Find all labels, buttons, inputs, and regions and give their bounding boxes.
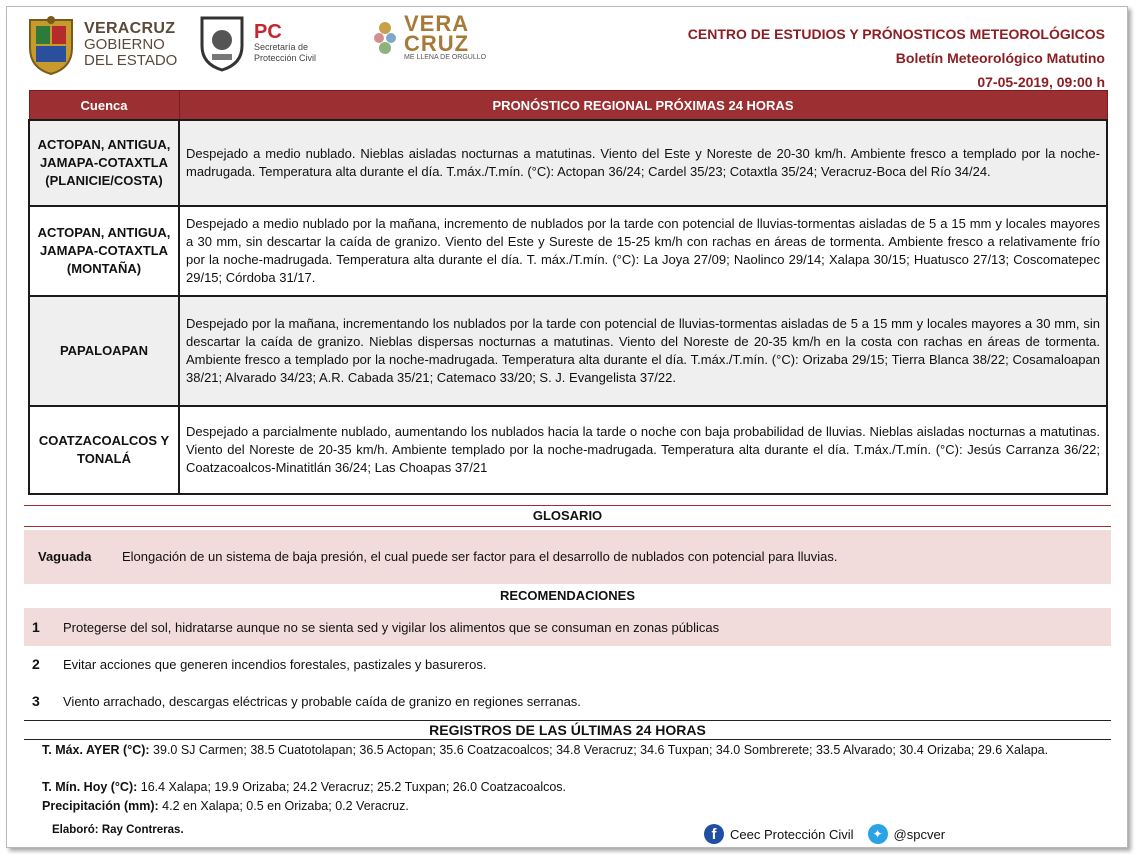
table-row	[29, 406, 1107, 494]
veracruz-orgullo-logo	[372, 11, 487, 61]
glossary-title: GLOSARIO	[532, 508, 603, 523]
twitter-link[interactable]: @spcver	[893, 826, 946, 842]
bulletin-datetime: 07-05-2019, 09:00 h	[977, 74, 1105, 90]
bulletin-title: Boletín Meteorológico Matutino	[895, 50, 1105, 66]
glossary-band	[24, 530, 1111, 584]
glossary-term: Vaguada	[38, 549, 92, 564]
precip-value: 4.2 en Xalapa; 0.5 en Orizaba; 0.2 Veracruz.	[162, 799, 409, 813]
veracruz-shield-icon	[26, 14, 76, 76]
veracruz-government-logo	[26, 14, 177, 76]
tmax-label: T. Máx. AYER (°C):	[42, 743, 150, 757]
table-row	[29, 120, 1107, 206]
author: Elaboró: Ray Contreras.	[52, 824, 184, 836]
tmax-value: 39.0 SJ Carmen; 38.5 Cuatotolapan; 36.5 Actopan; 35.6 Coatzacoalcos; 34.8 Veracruz; 34.6 Tuxpan; 34.0 Sombrerete; 33.5 Alvarado; 30.4 Orizaba; 29.6 Xalapa.	[153, 743, 1049, 757]
pc-title: PC	[254, 21, 282, 43]
col-basin: Cuenca	[29, 91, 179, 121]
forecast-text: Despejado a parcialmente nublado, aumentando los nublados hacia la tarde o noche con baja probabilidad de lluvias. Nieblas aisladas nocturnas a matutinas. Viento del Noreste de 20-35 km/h. Ambiente templado por la noche-madrugada. Temperatura alta durante el día. T.máx./T.mín. (°C): Jesús Carranza 36/22; Coatzacoalcos-Minatitlán 36/24; Las Choapas 37/21	[179, 406, 1107, 494]
basin-name: COATZACOALCOS Y TONALÁ	[29, 406, 179, 494]
forecast-text: Despejado a medio nublado por la mañana, incremento de nublados por la tarde con potencial de lluvias-tormentas aisladas de 5 a 15 mm y locales mayores a 30 mm, sin descartar la caída de granizo. Viento del Este y Sureste de 15-25 km/h con rachas en áreas de tormenta. Ambiente fresco a relativamente frío por la noche-madrugada. Temperatura alta durante el día. T. máx./T.mín. (°C): La Joya 27/09; Naolinco 29/14; Xalapa 30/15; Huatusco 27/13; Coscomatepec 29/15; Córdoba 31/17.	[179, 206, 1107, 296]
basin-name: ACTOPAN, ANTIGUA, JAMAPA-COTAXTLA (MONTAÑA)	[29, 206, 179, 296]
recommendation-text: Viento arrachado, descargas eléctricas y probable caída de granizo en regiones serranas.	[63, 694, 581, 709]
records-precip	[42, 797, 1102, 815]
logo1-line2: GOBIERNO	[84, 36, 165, 53]
basin-name: PAPALOAPAN	[29, 296, 179, 406]
table-row	[29, 296, 1107, 406]
table-header	[29, 91, 1107, 121]
ver2-line1: VERA	[404, 11, 470, 36]
pc-subtitle-2: Protección Civil	[254, 53, 317, 63]
veracruz-flower-icon	[372, 18, 398, 58]
tmin-value: 16.4 Xalapa; 19.9 Orizaba; 24.2 Veracruz; 25.2 Tuxpan; 26.0 Coatzacoalcos.	[140, 780, 567, 794]
recommendation-number: 3	[32, 693, 40, 709]
recommendation-row	[24, 684, 1111, 718]
precip-label: Precipitación (mm):	[42, 799, 159, 813]
ver2-line2: CRUZ	[404, 31, 470, 56]
table-row	[29, 206, 1107, 296]
logo1-line1: VERACRUZ	[84, 20, 176, 37]
glossary-divider-bottom	[24, 526, 1111, 527]
center-name: CENTRO DE ESTUDIOS Y PRÓNOSTICOS METEOROLÓGICOS	[687, 26, 1105, 42]
records-title: REGISTROS DE LAS ÚLTIMAS 24 HORAS	[24, 720, 1111, 740]
col-forecast: PRONÓSTICO REGIONAL PRÓXIMAS 24 HORAS	[179, 91, 1107, 121]
logo1-line3: DEL ESTADO	[84, 52, 178, 69]
recommendation-text: Protegerse del sol, hidratarse aunque no se sienta sed y vigilar los alimentos que se consuman en zonas públicas	[63, 620, 720, 635]
recommendation-text: Evitar acciones que generen incendios forestales, pastizales y basureros.	[63, 657, 487, 672]
pc-subtitle-1: Secretaría de	[254, 42, 309, 52]
glossary-divider	[24, 505, 1111, 506]
records-tmin	[42, 778, 1102, 796]
ver2-slogan: ME LLENA DE ORGULLO	[404, 54, 487, 61]
forecast-text: Despejado por la mañana, incrementando los nublados por la tarde con potencial de lluvias-tormentas aisladas de 5 a 15 mm y locales mayores a 30 mm, sin descartar la caída de granizo. Nieblas dispersas nocturnas a matutinas. Viento del Noreste de 20-35 km/h en la costa con rachas en áreas de tormenta. Ambiente fresco a templado por la noche-madrugada. Temperatura alta durante el día. T.máx./T.mín. (°C): Orizaba 29/15; Tierra Blanca 38/22; Cosamaloapan 38/21; Alvarado 34/23; A.R. Cabada 35/21; Catemaco 33/20; S. J. Evangelista 37/22.	[179, 296, 1107, 406]
forecast-text: Despejado a medio nublado. Nieblas aisladas nocturnas a matutinas. Viento del Este y Noreste de 20-30 km/h. Ambiente fresco a templado por la noche-madrugada. Temperatura alta durante el día. T.máx./T.mín. (°C): Actopan 36/24; Cardel 35/23; Cotaxtla 35/24; Veracruz-Boca del Río 34/24.	[179, 120, 1107, 206]
records-tmax	[42, 741, 1135, 759]
proteccion-civil-logo	[198, 14, 316, 72]
pc-shield-icon	[198, 14, 246, 72]
facebook-icon[interactable]: f	[704, 824, 724, 844]
tmin-label: T. Mín. Hoy (°C):	[42, 780, 138, 794]
twitter-icon[interactable]: ✦	[868, 824, 888, 844]
social-links	[704, 824, 945, 844]
bulletin-header	[688, 22, 1105, 94]
facebook-link[interactable]: Ceec Protección Civil	[730, 826, 854, 842]
recommendation-number: 2	[32, 656, 40, 672]
forecast-table	[28, 90, 1108, 495]
recommendation-row	[24, 646, 1111, 684]
recommendations-title: RECOMENDACIONES	[499, 588, 636, 603]
recommendation-number: 1	[32, 619, 40, 635]
glossary-definition: Elongación de un sistema de baja presión, el cual puede ser factor para el desarrollo de nublados con potencial para lluvias.	[122, 549, 838, 564]
recommendation-row	[24, 608, 1111, 646]
basin-name: ACTOPAN, ANTIGUA, JAMAPA-COTAXTLA (PLANICIE/COSTA)	[29, 120, 179, 206]
